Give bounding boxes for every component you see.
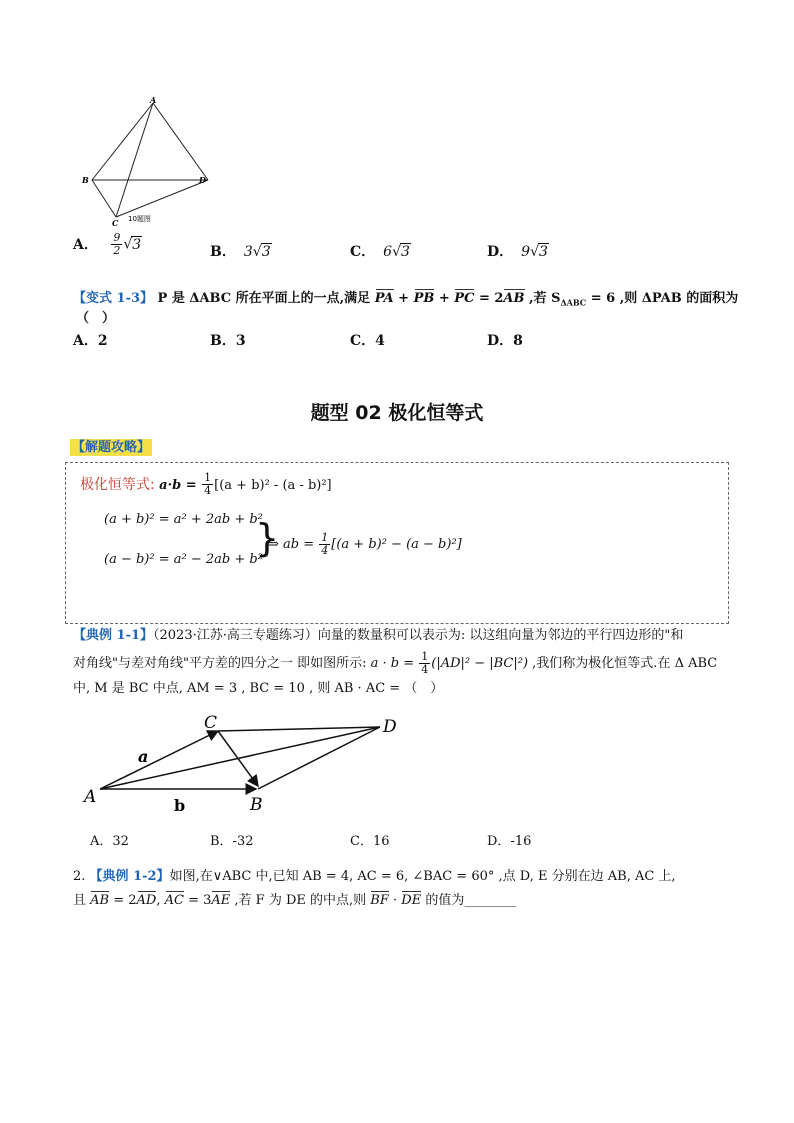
- vector-a-label: a: [138, 747, 149, 766]
- vector-a-arrow: [100, 731, 218, 789]
- vertex-d-label: D: [199, 175, 206, 185]
- edge-cd: [116, 180, 208, 217]
- point-b-label: B: [250, 795, 263, 815]
- top-option-d: D． 9√3: [487, 244, 548, 260]
- variant-1-3-paren: （ ）: [76, 311, 116, 326]
- vector-b-label: b: [174, 796, 186, 815]
- variant-1-3-option-d: D．8: [487, 333, 523, 349]
- expansion-line-1: (a + b)² = a² + 2ab + b²: [104, 512, 263, 527]
- vertex-c-label: C: [112, 218, 119, 228]
- example-1-1-line2: 对角线"与差对角线"平方差的四分之一 即如图所示: a · b = $\frac{1}{4}$ (|AD|² − |BC|²) ,我们称为极化恒等式.在 Δ ABC: [73, 650, 718, 676]
- example-1-1-option-b: B．-32: [210, 834, 254, 849]
- figure-caption: 10题图: [128, 215, 151, 223]
- edge-bd: [258, 727, 380, 789]
- edge-ab: [92, 103, 153, 180]
- point-a-label: A: [84, 787, 97, 807]
- edge-bc: [92, 180, 116, 217]
- point-c-label: C: [204, 713, 218, 733]
- strategy-tag: 【解题攻略】: [72, 440, 151, 455]
- example-1-1-option-a: A．32: [90, 834, 129, 849]
- example-1-1-line3: 中, M 是 BC 中点, AM = 3 , BC = 10 , 则 AB · AC = （ ）: [73, 681, 444, 696]
- edge-cd: [218, 727, 380, 731]
- polarization-formula: 极化恒等式: a·b = $\frac{1}{4}$ [(a + b)² - (a - b)²]: [80, 471, 332, 497]
- variant-1-3-option-c: C．4: [350, 333, 385, 349]
- variant-1-3-option-a: A．2: [73, 333, 108, 349]
- top-option-b: B． 3√3: [210, 244, 271, 260]
- example-1-2-line1: 2. 【典例 1-2】如图,在∨ABC 中,已知 AB = 4, AC = 6, ∠BAC = 60° ,点 D, E 分别在边 AB, AC 上,: [73, 869, 676, 884]
- vertex-a-label: A: [150, 95, 157, 105]
- example-1-2-line2: 且 AB = 2AD, AC = 3AE ,若 F 为 DE 的中点,则 BF · DE 的值为________: [73, 891, 516, 911]
- edge-ac: [116, 103, 153, 217]
- expansion-line-2: (a − b)² = a² − 2ab + b²: [104, 552, 263, 567]
- parallelogram-figure: [80, 712, 410, 817]
- section-title: 题型 02 极化恒等式: [310, 402, 484, 424]
- vertex-b-label: B: [82, 175, 89, 185]
- right-brace: }: [255, 516, 280, 560]
- edge-ad: [153, 103, 208, 180]
- implication-formula: ⇒ ab = $\frac{1}{4}$ [(a + b)² − (a − b)²]: [268, 531, 462, 557]
- tetrahedron-figure: [80, 95, 210, 230]
- example-1-1-option-c: C．16: [350, 834, 390, 849]
- top-option-c: C． 6√3: [350, 244, 410, 260]
- variant-1-3-option-b: B．3: [210, 333, 246, 349]
- top-option-a: A． $\frac{9}{2}$ √3: [73, 231, 142, 257]
- example-1-1-option-d: D．-16: [487, 834, 532, 849]
- point-d-label: D: [383, 717, 397, 737]
- example-1-1-line1: 【典例 1-1】（2023·江苏·高三专题练习）向量的数量积可以表示为: 以这组向量为邻边的平行四边形的"和: [73, 628, 684, 643]
- variant-1-3-stem: 【变式 1-3】 P 是 ΔABC 所在平面上的一点,满足 PA + PB + PC = 2AB ,若 $S_{\Delta ABC} = 6$ ,则 ΔPAB 的面积为: [73, 291, 739, 308]
